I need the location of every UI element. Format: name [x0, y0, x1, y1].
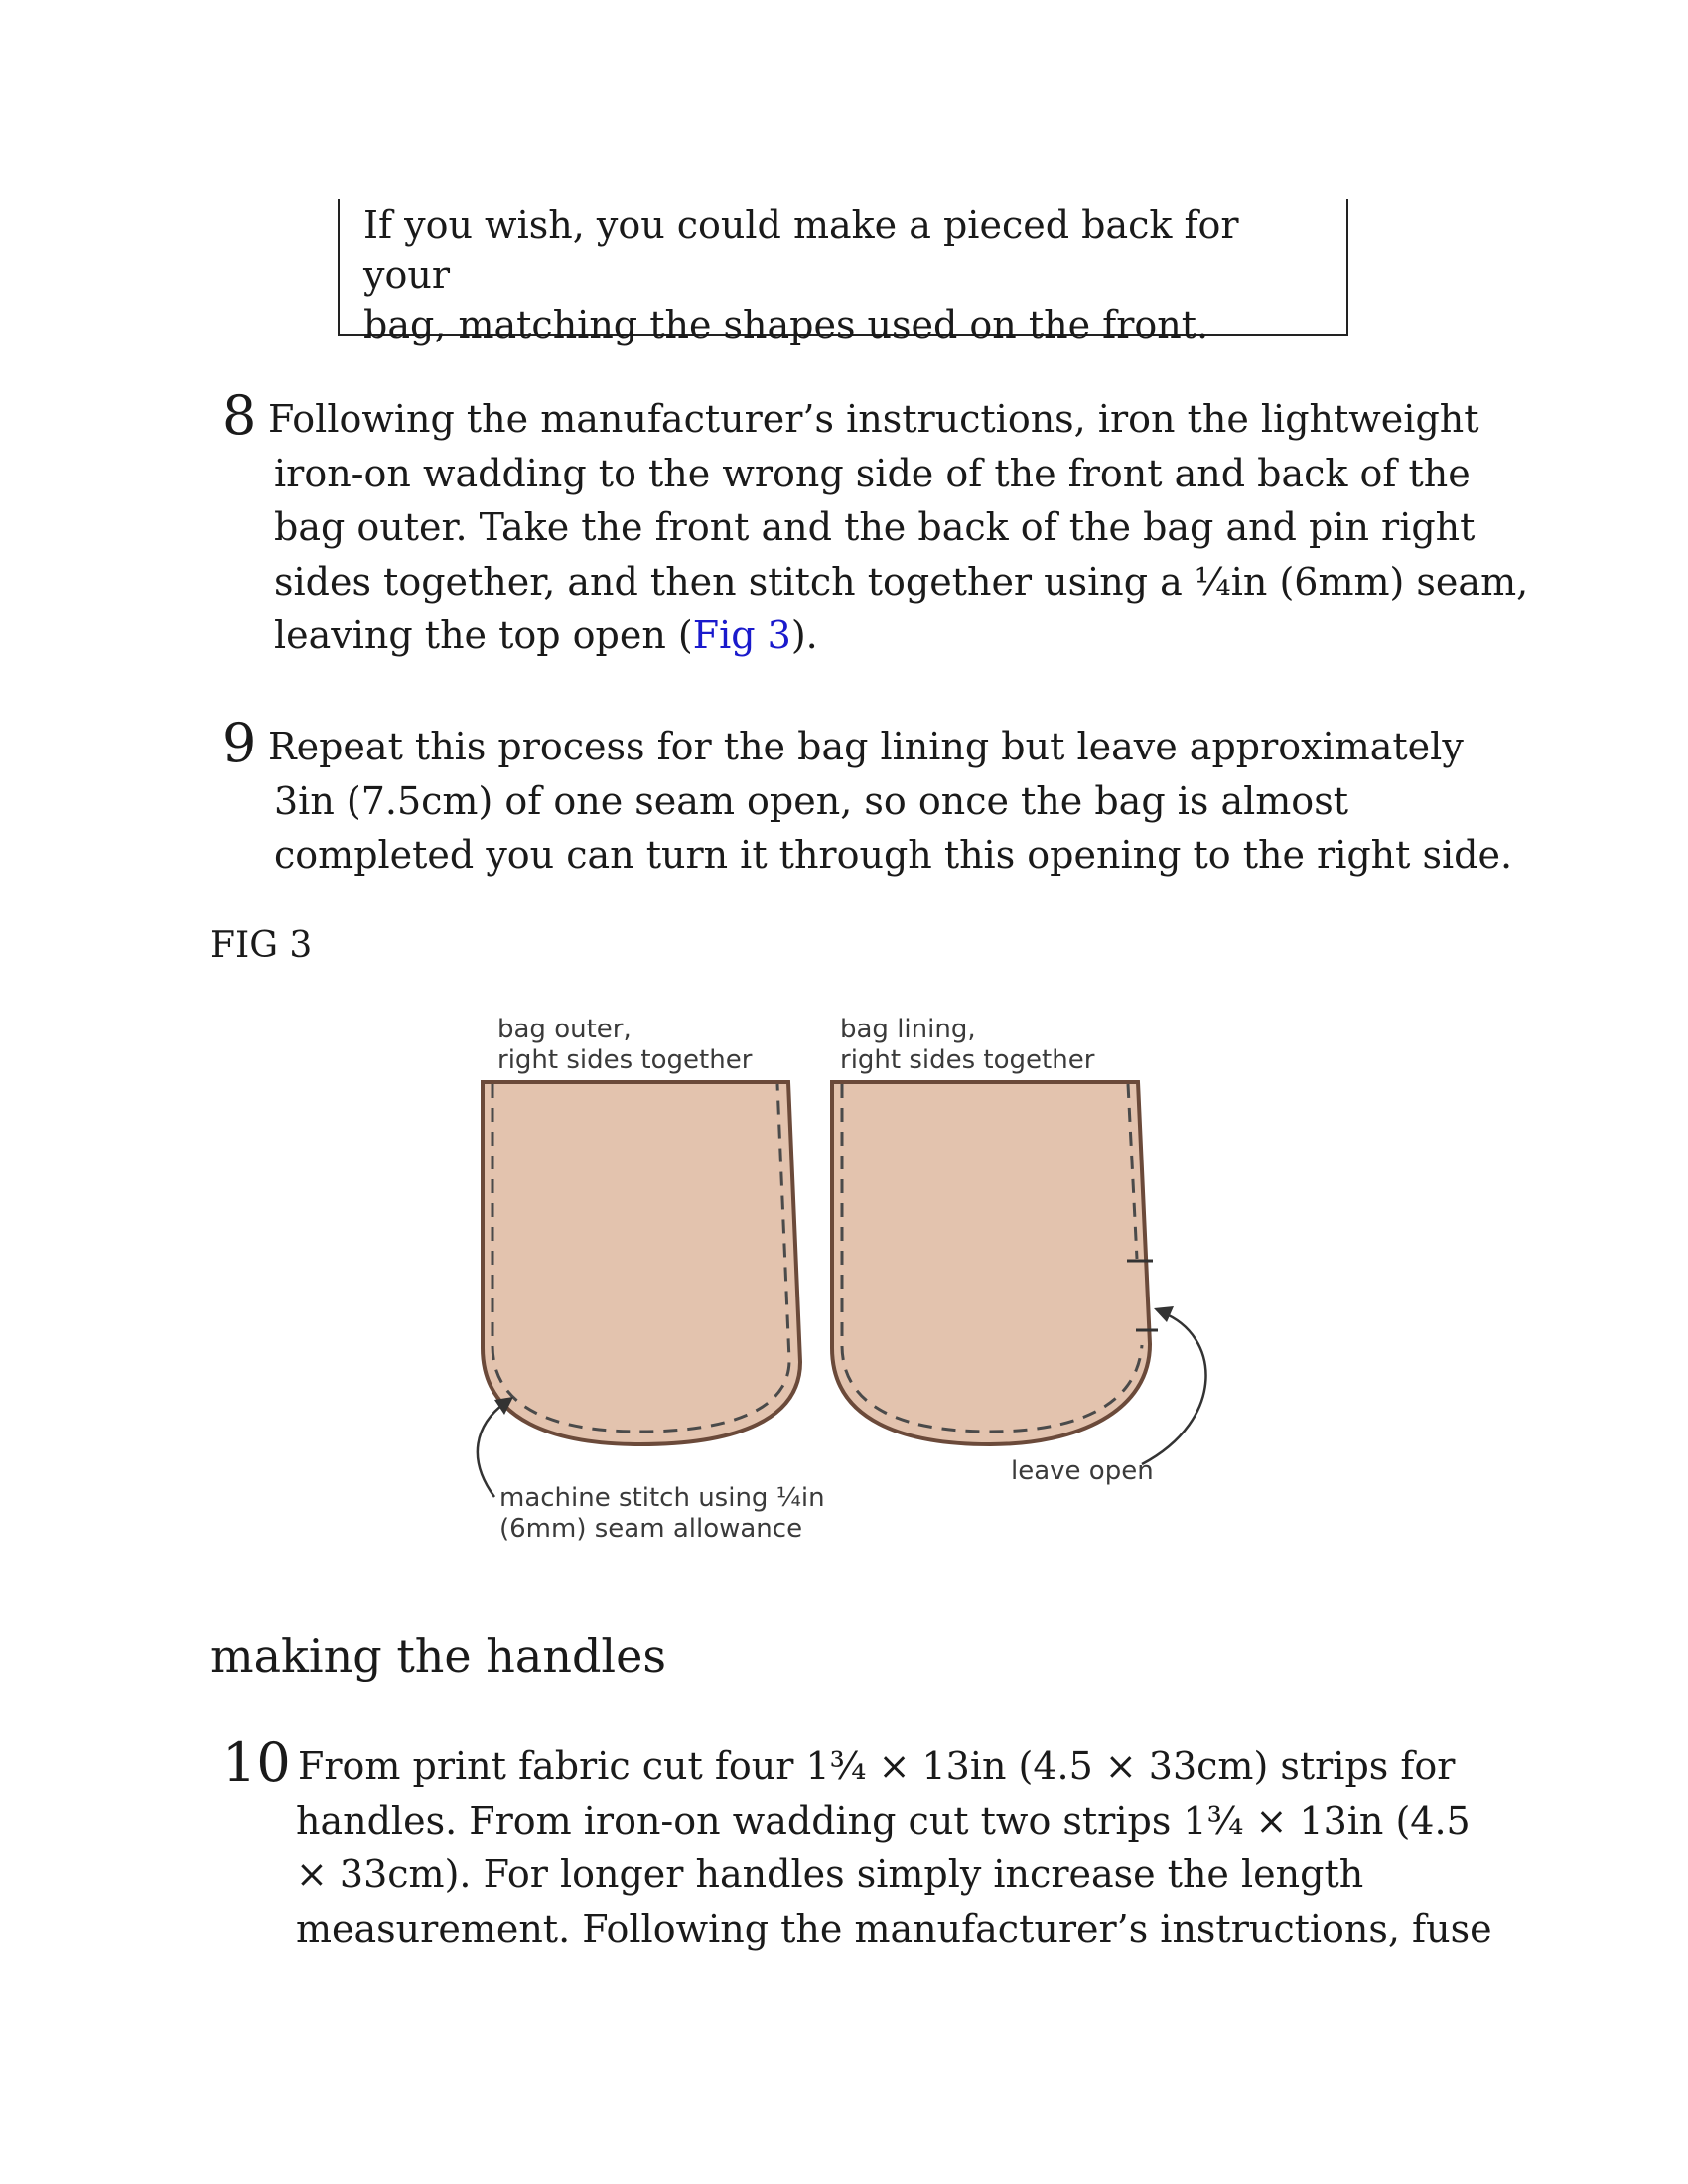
step-number: 10 [222, 1731, 291, 1794]
stitch-label-line-1: machine stitch using ¼in [499, 1483, 825, 1513]
step-line: iron-on wadding to the wrong side of the front and back of the [274, 451, 1471, 495]
open-arrowhead [1154, 1306, 1174, 1322]
step-line: 3in (7.5cm) of one seam open, so once the bag is almost [274, 778, 1348, 823]
step-line: From print fabric cut four 1¾ × 13in (4.5 × 33cm) strips for [298, 1744, 1456, 1788]
step-line: bag outer. Take the front and the back of the bag and pin right [274, 505, 1476, 549]
stitch-label-line-2: (6mm) seam allowance [499, 1514, 803, 1544]
figure-label: FIG 3 [211, 925, 313, 966]
step-line: sides together, and then stitch together using a ¼in (6mm) seam, [274, 559, 1529, 604]
outer-label-line-2: right sides together [497, 1045, 753, 1075]
step-line: measurement. Following the manufacturer’s instructions, fuse [296, 1906, 1492, 1951]
step-number: 8 [222, 384, 257, 447]
lining-label-line-2: right sides together [840, 1045, 1095, 1075]
step-line: handles. From iron-on wadding cut two strips 1¾ × 13in (4.5 [296, 1798, 1471, 1843]
fig-3-link[interactable]: Fig 3 [692, 614, 791, 657]
outer-label-line-1: bag outer, [497, 1015, 632, 1044]
step-line: Repeat this process for the bag lining but leave approximately [268, 725, 1464, 768]
step-line: Following the manufacturer’s instructions, iron the lightweight [268, 397, 1479, 441]
step-line: × 33cm). For longer handles simply increase the length [296, 1852, 1364, 1896]
leave-open-label: leave open [1011, 1456, 1154, 1486]
section-title: making the handles [211, 1629, 666, 1683]
step-line: completed you can turn it through this opening to the right side. [274, 833, 1513, 877]
bag-outer-shape [483, 1082, 800, 1444]
note-line-2: bag, matching the shapes used on the front. [363, 303, 1209, 346]
step-text-segment: leaving the top open ( [274, 614, 693, 657]
bag-lining-shape [832, 1082, 1150, 1444]
note-line-1: If you wish, you could make a pieced back for your [363, 204, 1239, 297]
step-number: 9 [222, 712, 257, 774]
lining-label-line-1: bag lining, [840, 1015, 976, 1044]
step-text-segment: ). [790, 614, 818, 657]
open-arrow [1142, 1312, 1206, 1464]
